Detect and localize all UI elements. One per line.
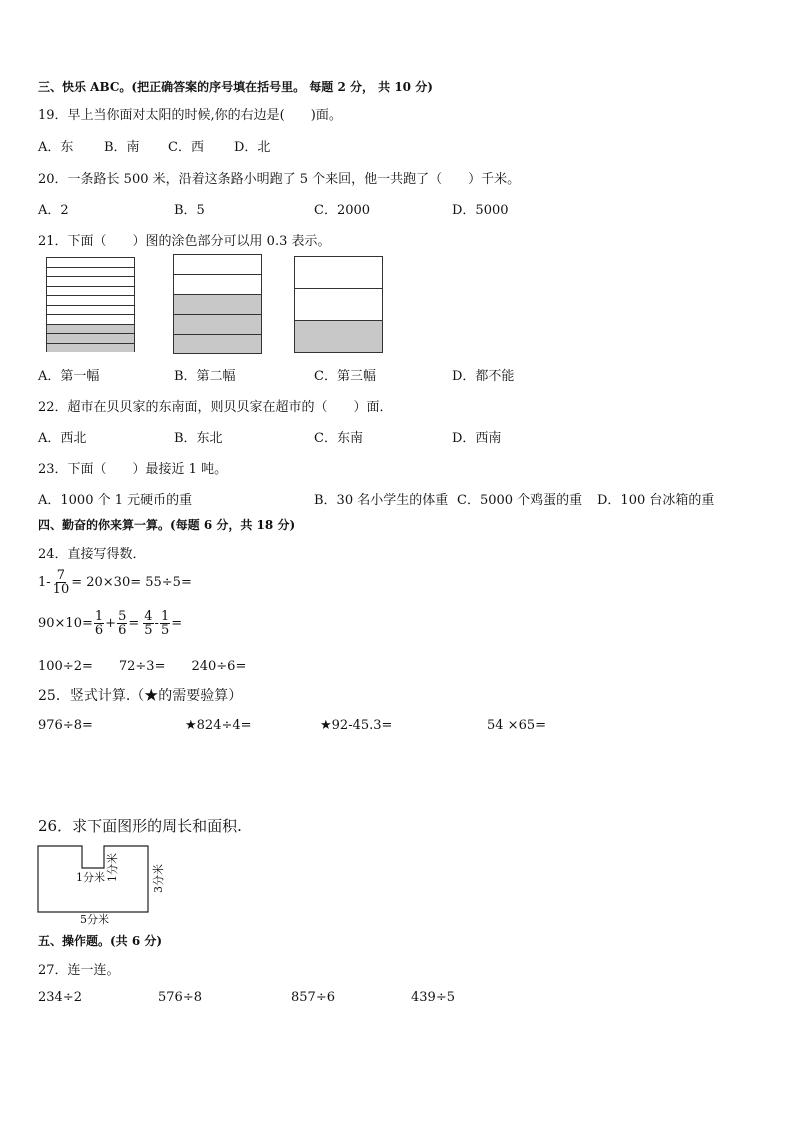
shaded-strip — [174, 295, 261, 315]
strip — [174, 255, 261, 275]
q27-item-2[interactable]: 576÷8 — [158, 990, 202, 1005]
strip — [174, 275, 261, 295]
shaded-strip — [295, 321, 382, 352]
q27-item-4[interactable]: 439÷5 — [411, 990, 455, 1005]
q23-option-c[interactable]: C．5000 个鸡蛋的重 — [457, 493, 583, 508]
plus-sign: + — [105, 616, 117, 631]
q22-option-b[interactable]: B．东北 — [174, 431, 223, 446]
strip — [47, 296, 134, 306]
q24-line-2 — [38, 610, 182, 637]
notch-width-label: 1分米 — [76, 871, 105, 884]
q19-text: 19．早上当你面对太阳的时候,你的右边是( )面。 — [38, 108, 342, 123]
strip — [47, 268, 134, 278]
q21-option-d[interactable]: D．都不能 — [452, 369, 515, 384]
shaded-strip — [47, 344, 134, 353]
equals-sign: = — [128, 616, 140, 631]
strip — [47, 315, 134, 325]
q23-option-a[interactable]: A．1000 个 1 元硬币的重 — [38, 493, 193, 508]
fraction-denominator: 5 — [144, 623, 153, 638]
q27-text: 27．连一连。 — [38, 963, 120, 978]
q23-option-d[interactable]: D．100 台冰箱的重 — [597, 493, 715, 508]
fraction-4-5 — [143, 610, 153, 637]
height-label: 3分米 — [152, 864, 165, 893]
q24-expr-prefix: 1- — [38, 575, 51, 590]
strip — [47, 277, 134, 287]
section3-header: 三、快乐 ABC。(把正确答案的序号填在括号里。 每题 2 分， 共 10 分) — [38, 80, 433, 94]
q27-item-3[interactable]: 857÷6 — [291, 990, 335, 1005]
fraction-1-6 — [94, 610, 104, 637]
q24-line-3: 100÷2= 72÷3= 240÷6= — [38, 659, 247, 674]
strip — [47, 258, 134, 268]
fraction-numerator: 1 — [94, 609, 104, 624]
q23-text: 23．下面（ ）最接近 1 吨。 — [38, 462, 228, 477]
q21-option-a[interactable]: A．第一幅 — [38, 369, 100, 384]
q20-option-a[interactable]: A．2 — [38, 203, 69, 218]
minus-sign: - — [154, 616, 159, 631]
q22-option-a[interactable]: A．西北 — [38, 431, 87, 446]
fraction-denominator: 10 — [52, 582, 70, 597]
strip — [47, 306, 134, 316]
shaded-strip — [174, 335, 261, 353]
q20-option-d[interactable]: D．5000 — [452, 203, 509, 218]
shaded-strip — [174, 315, 261, 335]
fraction-denominator: 6 — [94, 623, 104, 638]
q25-item-2: ★824÷4= — [185, 718, 252, 733]
q20-option-c[interactable]: C．2000 — [314, 203, 371, 218]
q25-item-1: 976÷8= — [38, 718, 93, 733]
fraction-denominator: 5 — [160, 623, 170, 638]
strip — [295, 289, 382, 321]
q23-option-b[interactable]: B．30 名小学生的体重 — [314, 493, 449, 508]
shaded-strip — [47, 325, 134, 335]
q25-item-4: 54 ×65= — [487, 718, 547, 733]
q22-option-c[interactable]: C．东南 — [314, 431, 363, 446]
section4-header: 四、勤奋的你来算一算。(每题 6 分，共 18 分) — [38, 518, 296, 532]
fraction-numerator: 4 — [144, 609, 153, 624]
fraction-7-10 — [52, 569, 71, 596]
fraction-denominator: 6 — [118, 623, 127, 638]
strip — [295, 257, 382, 289]
notch-height-label: 1分米 — [106, 853, 119, 882]
q21-figure-1 — [46, 257, 135, 352]
fraction-numerator: 5 — [118, 609, 127, 624]
q25-text: 25．竖式计算.（★的需要验算） — [38, 688, 243, 704]
q21-option-c[interactable]: C．第三幅 — [314, 369, 376, 384]
q24-text: 24．直接写得数． — [38, 547, 146, 562]
q21-option-b[interactable]: B．第二幅 — [174, 369, 236, 384]
shaded-strip — [47, 334, 134, 344]
q20-option-b[interactable]: B．5 — [174, 203, 205, 218]
q19-option-b[interactable]: B．南 — [104, 140, 140, 155]
q19-option-a[interactable]: A．东 — [38, 140, 74, 155]
fraction-5-6 — [117, 610, 127, 637]
equals-sign: = — [171, 616, 183, 631]
q20-text: 20．一条路长 500 米，沿着这条路小明跑了 5 个来回，他一共跑了（ ）千米。 — [38, 172, 521, 187]
q22-option-d[interactable]: D．西南 — [452, 431, 502, 446]
q22-text: 22．超市在贝贝家的东南面，则贝贝家在超市的（ ）面． — [38, 400, 393, 415]
q25-item-3: ★92-45.3= — [320, 718, 393, 733]
q24-expr-90x10: 90×10= — [38, 616, 93, 631]
q24-expr-rest: = 20×30= 55÷5= — [71, 575, 192, 590]
width-label: 5分米 — [80, 913, 109, 926]
q21-figure-3 — [294, 256, 383, 353]
q27-item-1[interactable]: 234÷2 — [38, 990, 82, 1005]
q19-option-c[interactable]: C．西 — [168, 140, 204, 155]
q19-option-d[interactable]: D．北 — [234, 140, 271, 155]
q21-figure-2 — [173, 254, 262, 354]
section5-header: 五、操作题。(共 6 分) — [38, 934, 163, 948]
q26-text: 26．求下面图形的周长和面积. — [38, 817, 242, 835]
q24-line-1 — [38, 569, 192, 596]
fraction-1-5 — [160, 610, 170, 637]
q21-text: 21．下面（ ）图的涂色部分可以用 0.3 表示。 — [38, 234, 331, 249]
strip — [47, 287, 134, 297]
fraction-numerator: 1 — [160, 609, 170, 624]
fraction-numerator: 7 — [56, 568, 66, 583]
